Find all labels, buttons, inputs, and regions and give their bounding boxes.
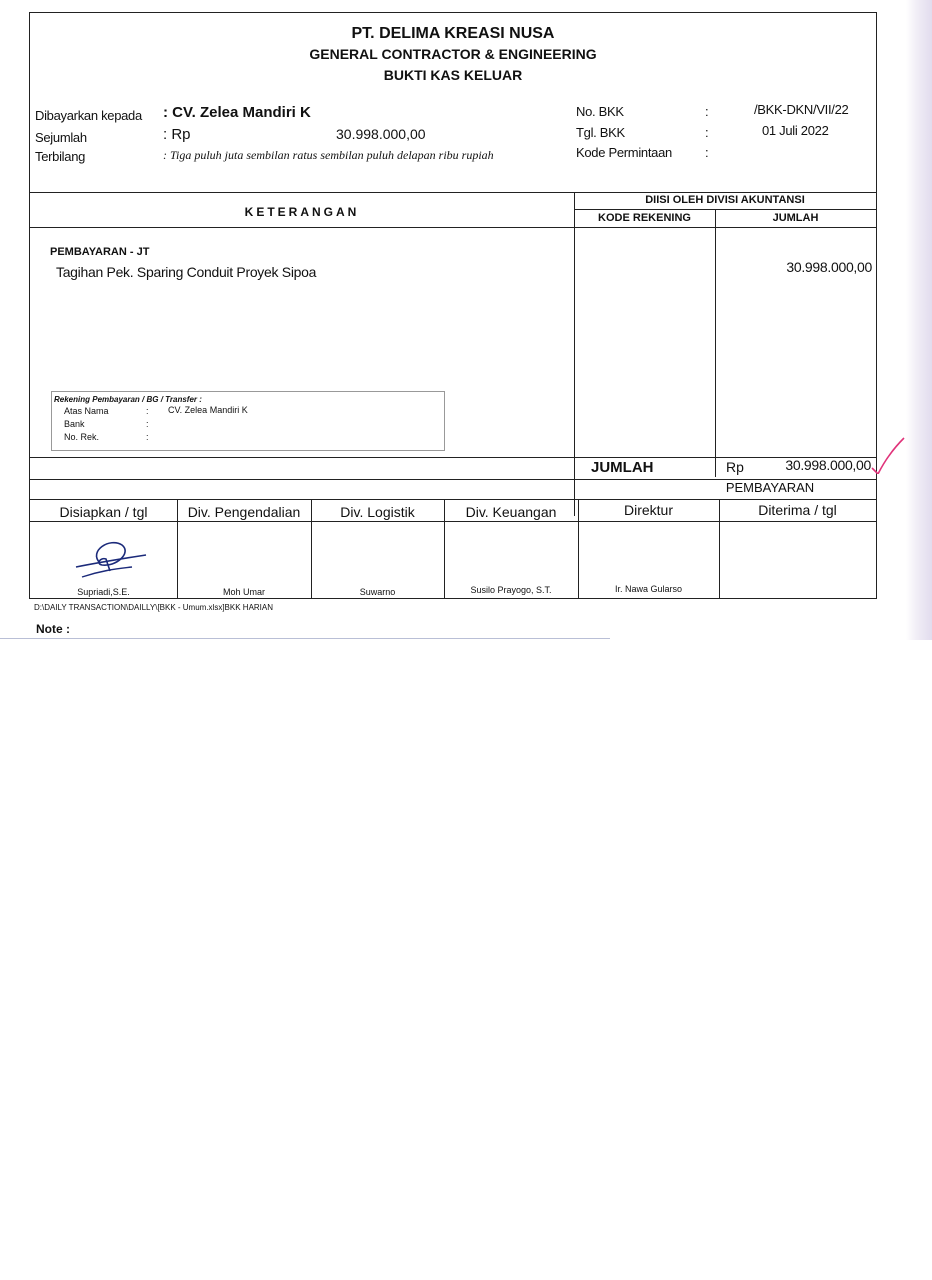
no-rek-label: No. Rek. bbox=[64, 432, 100, 442]
tgl-bkk-label: Tgl. BKK bbox=[576, 125, 625, 140]
paid-to-label: Dibayarkan kepada bbox=[35, 108, 142, 123]
company-subtitle: GENERAL CONTRACTOR & ENGINEERING bbox=[309, 46, 597, 62]
item-amount: 30.998.000,00 bbox=[786, 259, 872, 275]
item-title: PEMBAYARAN - JT bbox=[50, 246, 150, 258]
tgl-bkk-colon: : bbox=[705, 125, 709, 140]
amount-currency: : Rp bbox=[163, 126, 191, 143]
atas-nama-colon: : bbox=[146, 406, 149, 416]
sig-header-disiapkan: Disiapkan / tgl bbox=[59, 504, 148, 520]
no-rek-colon: : bbox=[146, 432, 149, 442]
no-bkk-colon: : bbox=[705, 104, 709, 119]
rekening-title: Rekening Pembayaran / BG / Transfer : bbox=[54, 395, 202, 404]
amount-value: 30.998.000,00 bbox=[336, 126, 426, 142]
company-name: PT. DELIMA KREASI NUSA bbox=[351, 25, 555, 42]
sig-header-pengendalian: Div. Pengendalian bbox=[187, 504, 301, 520]
no-bkk-label: No. BKK bbox=[576, 104, 624, 119]
amount-in-words: : Tiga puluh juta sembilan ratus sembilan puluh delapan ribu rupiah bbox=[163, 148, 494, 162]
sig-name-keuangan: Susilo Prayogo, S.T. bbox=[470, 585, 552, 595]
sig-header-direktur: Direktur bbox=[623, 502, 673, 518]
kode-permintaan-colon: : bbox=[705, 145, 709, 160]
sig-name-direktur: Ir. Nawa Gularso bbox=[614, 584, 683, 594]
pembayaran-label: PEMBAYARAN bbox=[725, 480, 815, 495]
keterangan-header: KETERANGAN bbox=[244, 205, 360, 219]
total-label: JUMLAH bbox=[591, 459, 654, 476]
total-amount: 30.998.000,00 bbox=[785, 457, 871, 473]
item-description: Tagihan Pek. Sparing Conduit Proyek Sipoa bbox=[56, 264, 317, 280]
file-path: D:\DAILY TRANSACTION\DAILLY\[BKK - Umum.xlsx]BKK HARIAN bbox=[34, 603, 274, 612]
sig-header-keuangan: Div. Keuangan bbox=[465, 504, 557, 520]
sig-header-diterima: Diterima / tgl bbox=[758, 502, 837, 518]
paid-to-value: : CV. Zelea Mandiri K bbox=[163, 104, 311, 121]
sig-name-pengendalian: Moh Umar bbox=[222, 587, 265, 597]
bank-colon: : bbox=[146, 419, 149, 429]
note-label: Note : bbox=[36, 622, 70, 636]
rekening-box bbox=[51, 391, 445, 451]
sig-name-disiapkan: Supriadi,S.E. bbox=[77, 587, 130, 597]
akuntansi-header: DIISI OLEH DIVISI AKUNTANSI bbox=[645, 194, 805, 206]
sig-name-logistik: Suwarno bbox=[359, 587, 396, 597]
atas-nama-value: CV. Zelea Mandiri K bbox=[168, 405, 248, 415]
atas-nama-label: Atas Nama bbox=[64, 406, 109, 416]
amount-label: Sejumlah bbox=[35, 130, 87, 145]
no-bkk-value: /BKK-DKN/VII/22 bbox=[754, 102, 849, 117]
check-mark-icon bbox=[868, 434, 908, 474]
tear-line bbox=[0, 638, 610, 639]
sig-header-logistik: Div. Logistik bbox=[340, 504, 415, 520]
kode-permintaan-label: Kode Permintaan bbox=[576, 145, 672, 160]
document-title: BUKTI KAS KELUAR bbox=[383, 67, 523, 83]
voucher-form bbox=[29, 12, 877, 599]
words-label: Terbilang bbox=[35, 149, 86, 164]
kode-rekening-header: KODE REKENING bbox=[598, 212, 691, 224]
jumlah-header: JUMLAH bbox=[772, 212, 819, 224]
scan-edge-shadow bbox=[906, 0, 932, 640]
total-currency: Rp bbox=[726, 459, 744, 475]
handwritten-signature bbox=[70, 533, 150, 581]
tgl-bkk-value: 01 Juli 2022 bbox=[762, 123, 829, 138]
bank-label: Bank bbox=[64, 419, 85, 429]
